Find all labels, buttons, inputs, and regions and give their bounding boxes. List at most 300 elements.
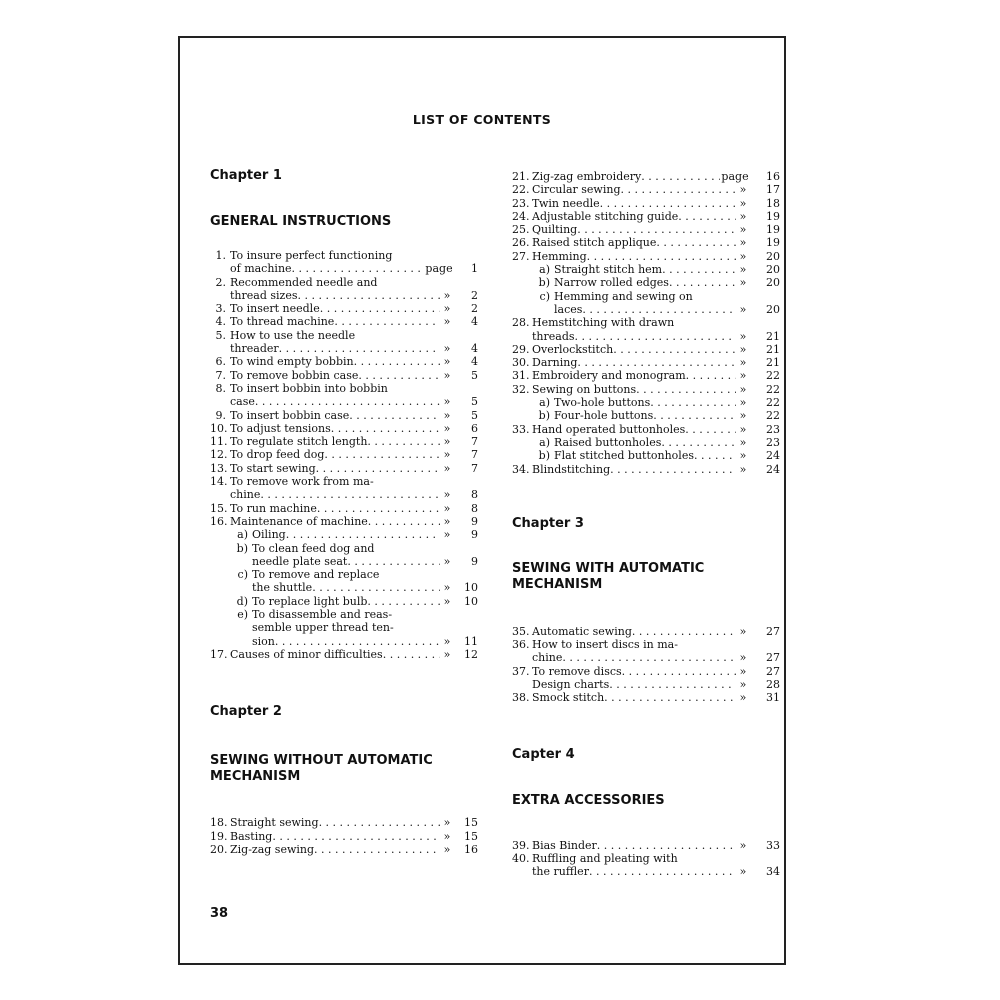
page-ref: 15 bbox=[464, 829, 478, 843]
page-marker: » bbox=[443, 448, 451, 462]
page-marker: » bbox=[739, 409, 747, 423]
dot-leader bbox=[620, 183, 736, 196]
entry-number: 4. bbox=[215, 315, 226, 329]
dot-leader bbox=[685, 423, 736, 436]
dot-leader bbox=[575, 330, 736, 343]
entry-title: Flat stitched buttonholes bbox=[554, 449, 694, 463]
page-marker: » bbox=[739, 462, 747, 476]
page-ref: 9 bbox=[471, 528, 478, 542]
page-marker: » bbox=[443, 634, 451, 648]
toc-entry bbox=[512, 330, 780, 343]
entry-title: To insert needle bbox=[230, 302, 320, 316]
page-marker: » bbox=[739, 356, 747, 370]
entry-number: 24. bbox=[512, 209, 530, 223]
chapter-3-entries bbox=[512, 625, 780, 705]
page-ref: 5 bbox=[471, 408, 478, 422]
chapter-2-continued-entries bbox=[512, 170, 780, 476]
chapter-2-section-title-line2: MECHANISM bbox=[210, 769, 301, 785]
entry-title: Darning bbox=[532, 356, 578, 370]
entry-title: To remove discs bbox=[532, 664, 622, 678]
toc-entry bbox=[210, 542, 478, 555]
entry-number: b) bbox=[538, 449, 550, 463]
dot-leader bbox=[577, 223, 736, 236]
page-title: LIST OF CONTENTS bbox=[412, 112, 552, 127]
entry-title: case bbox=[230, 395, 255, 409]
chapter-2-heading: Chapter 2 bbox=[210, 704, 282, 720]
entry-title: of machine bbox=[230, 262, 292, 276]
toc-entry bbox=[512, 852, 780, 865]
toc-entry bbox=[210, 555, 478, 568]
page-marker: » bbox=[443, 514, 451, 528]
entry-number: 33. bbox=[512, 422, 530, 436]
dot-leader bbox=[678, 210, 736, 223]
chapter-1-entries bbox=[210, 249, 478, 661]
dot-leader bbox=[367, 435, 440, 448]
entry-number: 32. bbox=[512, 382, 530, 396]
toc-entry bbox=[210, 302, 478, 315]
chapter-2-section-title-line1: SEWING WITHOUT AUTOMATIC bbox=[210, 753, 433, 769]
entry-title: To wind empty bobbin bbox=[230, 355, 354, 369]
page-marker: » bbox=[443, 528, 451, 542]
chapter-1-section-title: GENERAL INSTRUCTIONS bbox=[210, 214, 392, 229]
dot-leader bbox=[562, 651, 736, 664]
entry-number: 6. bbox=[215, 355, 226, 369]
dot-leader bbox=[694, 449, 736, 462]
entry-title: chine bbox=[532, 651, 563, 665]
page-marker: » bbox=[443, 488, 451, 502]
page-ref: 18 bbox=[766, 196, 780, 210]
page-marker: » bbox=[739, 236, 747, 250]
page-marker: » bbox=[443, 647, 451, 661]
page-ref: 7 bbox=[471, 461, 478, 475]
page-marker: » bbox=[739, 435, 747, 449]
entry-title: Narrow rolled edges bbox=[554, 276, 669, 290]
entry-number: c) bbox=[539, 289, 550, 303]
entry-title: Embroidery and monogram bbox=[532, 369, 686, 383]
dot-leader bbox=[604, 691, 736, 704]
dot-leader bbox=[368, 515, 440, 528]
page-ref: 27 bbox=[766, 651, 780, 665]
entry-title: To start sewing bbox=[230, 461, 316, 475]
page-marker: » bbox=[739, 196, 747, 210]
page-ref: 20 bbox=[766, 263, 780, 277]
toc-entry bbox=[210, 462, 478, 475]
dot-leader bbox=[650, 396, 736, 409]
dot-leader bbox=[367, 595, 440, 608]
dot-leader bbox=[653, 409, 736, 422]
page-marker: » bbox=[443, 842, 451, 856]
page-ref: 8 bbox=[471, 488, 478, 502]
page-ref: 1 bbox=[471, 262, 478, 276]
page-ref: 4 bbox=[471, 355, 478, 369]
page-ref: 7 bbox=[471, 435, 478, 449]
chapter-4-heading: Capter 4 bbox=[512, 746, 575, 762]
toc-entry bbox=[512, 223, 780, 236]
entry-title: Zig-zag sewing bbox=[230, 842, 315, 856]
toc-entry bbox=[512, 303, 780, 316]
page-ref: 4 bbox=[471, 342, 478, 356]
toc-entry bbox=[512, 183, 780, 196]
page-ref: 19 bbox=[766, 209, 780, 223]
entry-title: To insure perfect functioning bbox=[230, 249, 393, 262]
toc-entry bbox=[512, 449, 780, 462]
entry-title: Zig-zag embroidery bbox=[532, 170, 642, 183]
toc-entry bbox=[512, 423, 780, 436]
toc-entry bbox=[210, 276, 478, 289]
entry-title: semble upper thread ten- bbox=[252, 621, 394, 635]
entry-title: sion bbox=[252, 634, 275, 648]
toc-entry bbox=[512, 383, 780, 396]
chapter-2-entries bbox=[210, 816, 478, 856]
entry-number: 3. bbox=[215, 302, 226, 316]
page-marker: » bbox=[739, 342, 747, 356]
entry-title: Maintenance of machine bbox=[230, 514, 368, 528]
toc-entry bbox=[512, 316, 780, 329]
entry-title: threader bbox=[230, 342, 279, 356]
page-marker: » bbox=[443, 594, 451, 608]
page-ref: 6 bbox=[471, 421, 478, 435]
entry-title: laces bbox=[554, 302, 583, 316]
entry-title: Oiling bbox=[252, 528, 286, 542]
toc-entry bbox=[210, 249, 478, 262]
chapter-3-section-title-line2: MECHANISM bbox=[512, 576, 603, 592]
entry-title: To replace light bulb bbox=[252, 594, 368, 608]
dot-leader bbox=[582, 303, 736, 316]
entry-title: To thread machine bbox=[230, 315, 335, 329]
entry-number: 38. bbox=[512, 691, 530, 705]
dot-leader bbox=[286, 528, 440, 541]
page-ref: 17 bbox=[766, 183, 780, 197]
entry-number: b) bbox=[236, 541, 248, 555]
dot-leader bbox=[272, 830, 440, 843]
entry-title: To regulate stitch length bbox=[230, 435, 368, 449]
toc-entry bbox=[512, 290, 780, 303]
dot-leader bbox=[292, 262, 424, 275]
page-ref: 5 bbox=[471, 395, 478, 409]
page-marker: » bbox=[739, 865, 747, 879]
entry-title: To insert bobbin into bobbin bbox=[230, 381, 388, 395]
entry-title: Two-hole buttons bbox=[554, 396, 651, 410]
entry-title: Straight sewing bbox=[230, 816, 319, 830]
entry-number: 10. bbox=[210, 421, 228, 435]
toc-entry bbox=[512, 170, 780, 183]
entry-title: Raised buttonholes bbox=[554, 435, 662, 449]
page-ref: 19 bbox=[766, 236, 780, 250]
entry-title: threads bbox=[532, 329, 575, 343]
entry-number: 29. bbox=[512, 342, 530, 356]
dot-leader bbox=[577, 356, 736, 369]
dot-leader bbox=[319, 816, 440, 829]
toc-entry bbox=[512, 678, 780, 691]
page-ref: 27 bbox=[766, 624, 780, 638]
page-ref: 33 bbox=[766, 838, 780, 852]
page-ref: 24 bbox=[766, 462, 780, 476]
entry-number: c) bbox=[237, 568, 248, 582]
page-marker: » bbox=[443, 461, 451, 475]
dot-leader bbox=[383, 648, 440, 661]
page-marker: » bbox=[443, 554, 451, 568]
toc-entry bbox=[210, 488, 478, 501]
page-ref: 5 bbox=[471, 368, 478, 382]
page-ref: 22 bbox=[766, 409, 780, 423]
page-ref: 10 bbox=[464, 581, 478, 595]
page-ref: 20 bbox=[766, 276, 780, 290]
entry-number: d) bbox=[236, 594, 248, 608]
toc-entry bbox=[210, 475, 478, 488]
page-number: 38 bbox=[210, 906, 229, 921]
toc-entry bbox=[512, 369, 780, 382]
dot-leader bbox=[279, 342, 440, 355]
entry-number: 25. bbox=[512, 223, 530, 237]
dot-leader bbox=[669, 276, 736, 289]
entry-title: Overlockstitch bbox=[532, 342, 614, 356]
page-ref: 20 bbox=[766, 249, 780, 263]
entry-number: 30. bbox=[512, 356, 530, 370]
page-marker: » bbox=[443, 501, 451, 515]
page-marker: » bbox=[739, 329, 747, 343]
entry-title: Quilting bbox=[532, 223, 578, 237]
entry-number: 35. bbox=[512, 624, 530, 638]
entry-number: 11. bbox=[210, 435, 228, 449]
dot-leader bbox=[316, 462, 440, 475]
entry-title: needle plate seat bbox=[252, 554, 348, 568]
entry-number: a) bbox=[539, 396, 550, 410]
toc-entry bbox=[512, 436, 780, 449]
dot-leader bbox=[609, 678, 736, 691]
page-ref: 15 bbox=[464, 816, 478, 830]
toc-entry bbox=[210, 581, 478, 594]
entry-title: Recommended needle and bbox=[230, 275, 378, 289]
page-ref: 23 bbox=[766, 435, 780, 449]
toc-entry bbox=[210, 422, 478, 435]
dot-leader bbox=[622, 665, 736, 678]
page-ref: 7 bbox=[471, 448, 478, 462]
page-marker: » bbox=[739, 249, 747, 263]
entry-title: How to insert discs in ma- bbox=[532, 638, 678, 652]
entry-title: the shuttle bbox=[252, 581, 313, 595]
dot-leader bbox=[255, 395, 440, 408]
toc-entry bbox=[210, 843, 478, 856]
page-ref: 24 bbox=[766, 449, 780, 463]
entry-number: 20. bbox=[210, 842, 228, 856]
page-marker: » bbox=[739, 678, 747, 692]
entry-number: 9. bbox=[215, 408, 226, 422]
page-ref: 2 bbox=[471, 302, 478, 316]
dot-leader bbox=[347, 555, 440, 568]
entry-number: 34. bbox=[512, 462, 530, 476]
page-ref: 21 bbox=[766, 342, 780, 356]
entry-title: Sewing on buttons bbox=[532, 382, 637, 396]
page-ref: 9 bbox=[471, 554, 478, 568]
toc-entry bbox=[210, 816, 478, 829]
entry-title: Raised stitch applique bbox=[532, 236, 657, 250]
toc-entry bbox=[512, 463, 780, 476]
page-marker: page bbox=[425, 262, 453, 276]
entry-title: the ruffler bbox=[532, 865, 589, 879]
toc-entry bbox=[210, 568, 478, 581]
entry-number: a) bbox=[539, 435, 550, 449]
entry-number: 8. bbox=[215, 381, 226, 395]
page-marker: » bbox=[739, 838, 747, 852]
dot-leader bbox=[314, 843, 440, 856]
dot-leader bbox=[312, 581, 440, 594]
chapter-4-entries bbox=[512, 839, 780, 879]
page-ref: 22 bbox=[766, 382, 780, 396]
entry-number: 31. bbox=[512, 369, 530, 383]
page-marker: » bbox=[739, 302, 747, 316]
page-ref: 8 bbox=[471, 501, 478, 515]
page-marker: » bbox=[739, 691, 747, 705]
entry-title: Basting bbox=[230, 829, 273, 843]
entry-number: 23. bbox=[512, 196, 530, 210]
toc-entry bbox=[210, 608, 478, 621]
entry-number: 16. bbox=[210, 514, 228, 528]
dot-leader bbox=[662, 263, 736, 276]
entry-number: 28. bbox=[512, 316, 530, 330]
entry-title: Hemstitching with drawn bbox=[532, 316, 675, 330]
dot-leader bbox=[317, 502, 440, 515]
toc-entry bbox=[512, 276, 780, 289]
entry-title: Hemming bbox=[532, 249, 587, 263]
toc-entry bbox=[512, 197, 780, 210]
entry-title: Twin needle bbox=[532, 196, 600, 210]
entry-title: To drop feed dog bbox=[230, 448, 325, 462]
toc-entry bbox=[210, 315, 478, 328]
entry-number: 37. bbox=[512, 664, 530, 678]
toc-entry bbox=[512, 638, 780, 651]
page-marker: » bbox=[443, 829, 451, 843]
dot-leader bbox=[587, 250, 736, 263]
dot-leader bbox=[324, 448, 440, 461]
entry-title: To disassemble and reas- bbox=[252, 608, 393, 622]
entry-number: b) bbox=[538, 409, 550, 423]
entry-number: 13. bbox=[210, 461, 228, 475]
entry-number: 15. bbox=[210, 501, 228, 515]
page-ref: 16 bbox=[464, 842, 478, 856]
page-ref: 22 bbox=[766, 369, 780, 383]
page-marker: » bbox=[443, 395, 451, 409]
entry-number: 19. bbox=[210, 829, 228, 843]
page-marker: » bbox=[443, 355, 451, 369]
toc-entry bbox=[210, 329, 478, 342]
chapter-1-heading: Chapter 1 bbox=[210, 168, 282, 183]
page-marker: » bbox=[739, 422, 747, 436]
entry-number: a) bbox=[237, 528, 248, 542]
entry-number: 14. bbox=[210, 475, 228, 489]
toc-entry bbox=[210, 648, 478, 661]
page-ref: 4 bbox=[471, 315, 478, 329]
toc-entry bbox=[210, 382, 478, 395]
entry-title: Hand operated buttonholes bbox=[532, 422, 686, 436]
dot-leader bbox=[636, 383, 736, 396]
entry-title: Adjustable stitching guide bbox=[532, 209, 679, 223]
toc-entry bbox=[210, 515, 478, 528]
page-marker: » bbox=[739, 651, 747, 665]
toc-entry bbox=[512, 396, 780, 409]
entry-number: 21. bbox=[512, 170, 530, 183]
entry-title: Four-hole buttons bbox=[554, 409, 654, 423]
dot-leader bbox=[334, 315, 440, 328]
toc-entry bbox=[512, 665, 780, 678]
toc-entry bbox=[210, 395, 478, 408]
toc-entry bbox=[512, 691, 780, 704]
entry-title: Bias Binder bbox=[532, 838, 597, 852]
page-marker: » bbox=[739, 664, 747, 678]
dot-leader bbox=[260, 488, 440, 501]
toc-entry bbox=[210, 289, 478, 302]
page-ref: 28 bbox=[766, 678, 780, 692]
page-marker: » bbox=[739, 624, 747, 638]
entry-title: To remove bobbin case bbox=[230, 368, 359, 382]
entry-title: To remove work from ma- bbox=[230, 475, 374, 489]
page-ref: 20 bbox=[766, 302, 780, 316]
entry-title: To adjust tensions bbox=[230, 421, 331, 435]
dot-leader bbox=[331, 422, 440, 435]
toc-entry bbox=[512, 625, 780, 638]
toc-entry bbox=[512, 356, 780, 369]
page-marker: » bbox=[443, 342, 451, 356]
entry-title: Smock stitch bbox=[532, 691, 605, 705]
page-marker: » bbox=[739, 369, 747, 383]
dot-leader bbox=[610, 463, 736, 476]
page-ref: 21 bbox=[766, 329, 780, 343]
entry-number: 5. bbox=[215, 328, 226, 342]
page-ref: 34 bbox=[766, 865, 780, 879]
toc-entry bbox=[512, 250, 780, 263]
toc-entry bbox=[512, 263, 780, 276]
entry-title: To remove and replace bbox=[252, 568, 380, 582]
entry-number: 1. bbox=[215, 249, 226, 262]
entry-title: Blindstitching bbox=[532, 462, 611, 476]
chapter-3-section-title-line1: SEWING WITH AUTOMATIC bbox=[512, 560, 705, 576]
page-marker: » bbox=[739, 449, 747, 463]
toc-entry bbox=[210, 635, 478, 648]
document-page bbox=[178, 36, 786, 965]
toc-entry bbox=[210, 528, 478, 541]
toc-entry bbox=[512, 236, 780, 249]
dot-leader bbox=[661, 436, 736, 449]
page-ref: 19 bbox=[766, 223, 780, 237]
entry-number: 40. bbox=[512, 851, 530, 865]
entry-title: Hemming and sewing on bbox=[554, 289, 693, 303]
toc-entry bbox=[210, 435, 478, 448]
entry-title: Design charts bbox=[532, 678, 610, 692]
dot-leader bbox=[358, 369, 440, 382]
toc-entry bbox=[512, 409, 780, 422]
page-marker: » bbox=[443, 581, 451, 595]
page-ref: 12 bbox=[464, 647, 478, 661]
page-ref: 16 bbox=[766, 170, 780, 183]
page-marker: » bbox=[443, 315, 451, 329]
entry-number: 39. bbox=[512, 838, 530, 852]
page-ref: 27 bbox=[766, 664, 780, 678]
toc-entry bbox=[210, 342, 478, 355]
toc-entry bbox=[210, 595, 478, 608]
toc-entry bbox=[210, 355, 478, 368]
page-marker: » bbox=[739, 276, 747, 290]
page-marker: » bbox=[739, 263, 747, 277]
dot-leader bbox=[613, 343, 736, 356]
entry-number: 18. bbox=[210, 816, 228, 830]
page-ref: 22 bbox=[766, 396, 780, 410]
chapter-3-heading: Chapter 3 bbox=[512, 515, 584, 531]
toc-entry bbox=[210, 409, 478, 422]
entry-number: 26. bbox=[512, 236, 530, 250]
dot-leader bbox=[641, 170, 720, 183]
toc-entry bbox=[512, 651, 780, 664]
dot-leader bbox=[686, 369, 736, 382]
page-marker: » bbox=[443, 302, 451, 316]
